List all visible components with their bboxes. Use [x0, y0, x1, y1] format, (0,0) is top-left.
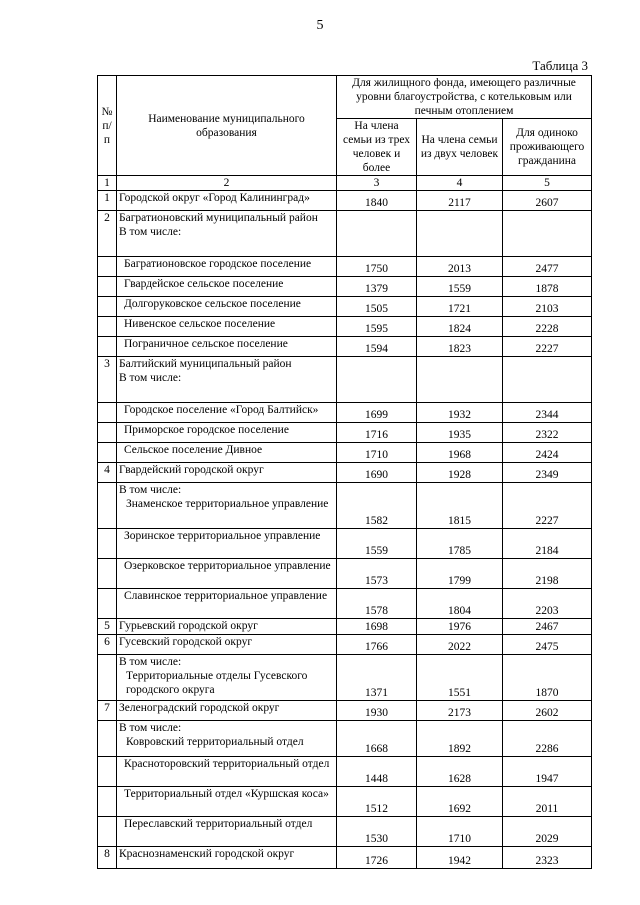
row-number-cell: [98, 297, 117, 317]
column-number-cell: 2: [117, 176, 337, 191]
municipality-cell: [117, 847, 337, 869]
municipality-cell: [117, 529, 337, 559]
value-three-plus: 1573: [337, 559, 417, 589]
value-two: 1942: [417, 847, 503, 869]
table-row: [98, 357, 592, 403]
value-two: [417, 357, 503, 403]
value-two: 2022: [417, 635, 503, 655]
value-two: 1823: [417, 337, 503, 357]
municipality-name: Гвардейский городской округ: [119, 464, 264, 476]
header-number: № п/п: [98, 76, 117, 176]
table-row: [98, 559, 592, 589]
value-two: 1935: [417, 423, 503, 443]
table-row: [98, 297, 592, 317]
row-number-cell: 4: [98, 463, 117, 483]
table-row: [98, 191, 592, 211]
value-two: 1710: [417, 817, 503, 847]
value-two: 1968: [417, 443, 503, 463]
value-three-plus: 1582: [337, 483, 417, 529]
value-three-plus: 1594: [337, 337, 417, 357]
municipality-cell: [117, 787, 337, 817]
value-single: 1947: [503, 757, 592, 787]
value-two: 1892: [417, 721, 503, 757]
municipality-name: Балтийский муниципальный район: [119, 358, 292, 370]
value-two: [417, 211, 503, 257]
row-number-cell: [98, 277, 117, 297]
municipality-name: Багратионовский муниципальный район: [119, 212, 318, 224]
header-two: На члена семьи из двух человек: [417, 119, 503, 176]
municipality-name: Приморское городское поселение: [124, 424, 289, 436]
municipality-cell: [117, 589, 337, 619]
row-number-cell: [98, 403, 117, 423]
municipality-cell: [117, 297, 337, 317]
value-two: 1559: [417, 277, 503, 297]
table-row: [98, 257, 592, 277]
municipality-name: Краснознаменский городской округ: [119, 848, 295, 860]
value-two: 1804: [417, 589, 503, 619]
row-number-cell: [98, 257, 117, 277]
row-number-cell: [98, 483, 117, 529]
column-number-cell: 3: [337, 176, 417, 191]
value-single: 2467: [503, 619, 592, 635]
table-row: [98, 701, 592, 721]
value-three-plus: 1578: [337, 589, 417, 619]
municipality-cell: [117, 191, 337, 211]
value-two: 1815: [417, 483, 503, 529]
value-two: 1692: [417, 787, 503, 817]
header-single: Для одиноко проживающего гражданина: [503, 119, 592, 176]
value-three-plus: 1750: [337, 257, 417, 277]
value-single: 2424: [503, 443, 592, 463]
value-single: 2011: [503, 787, 592, 817]
municipality-cell: [117, 559, 337, 589]
municipality-cell: [117, 817, 337, 847]
row-number-cell: [98, 337, 117, 357]
municipality-cell: [117, 483, 337, 529]
row-number-cell: 2: [98, 211, 117, 257]
value-three-plus: 1530: [337, 817, 417, 847]
municipality-cell: [117, 277, 337, 297]
municipality-name: Озерковское территориальное управление: [124, 560, 331, 572]
table-row: [98, 817, 592, 847]
value-single: 2184: [503, 529, 592, 559]
value-three-plus: 1726: [337, 847, 417, 869]
column-number-cell: 5: [503, 176, 592, 191]
table-row: [98, 847, 592, 869]
municipality-name: Зеленоградский городской округ: [119, 702, 280, 714]
value-single: 2323: [503, 847, 592, 869]
value-three-plus: 1930: [337, 701, 417, 721]
municipality-cell: [117, 211, 337, 257]
value-two: 1551: [417, 655, 503, 701]
value-three-plus: 1668: [337, 721, 417, 757]
header-three-plus: На члена семьи из трех человек и более: [337, 119, 417, 176]
value-single: 2349: [503, 463, 592, 483]
row-number-cell: 1: [98, 191, 117, 211]
value-single: 1870: [503, 655, 592, 701]
subitems-label: В том числе:: [119, 722, 182, 734]
table-row: [98, 463, 592, 483]
municipality-cell: [117, 443, 337, 463]
value-three-plus: 1840: [337, 191, 417, 211]
table-row: [98, 619, 592, 635]
value-single: 2475: [503, 635, 592, 655]
row-number-cell: [98, 817, 117, 847]
municipality-name: Ковровский территориальный отдел: [126, 736, 304, 748]
column-number-cell: 4: [417, 176, 503, 191]
table-row: [98, 337, 592, 357]
municipality-cell: [117, 317, 337, 337]
value-two: 2013: [417, 257, 503, 277]
allowance-table: [97, 75, 592, 869]
municipality-name: Славинское территориальное управление: [124, 590, 328, 602]
row-number-cell: [98, 529, 117, 559]
row-number-cell: [98, 655, 117, 701]
subitems-label: В том числе:: [119, 484, 182, 496]
subitems-label: В том числе:: [119, 372, 182, 384]
municipality-name: Гвардейское сельское поселение: [124, 278, 284, 290]
municipality-cell: [117, 757, 337, 787]
page-number: 5: [316, 18, 324, 33]
municipality-name: Территориальные отделы Гусевского городского округа: [126, 670, 308, 696]
table-row: [98, 403, 592, 423]
header-municipality: Наименование муниципального образования: [117, 76, 337, 176]
value-two: 2173: [417, 701, 503, 721]
value-single: 2228: [503, 317, 592, 337]
row-number-cell: [98, 721, 117, 757]
value-two: 1976: [417, 619, 503, 635]
value-two: 1628: [417, 757, 503, 787]
value-two: 1721: [417, 297, 503, 317]
value-two: 2117: [417, 191, 503, 211]
value-single: 2286: [503, 721, 592, 757]
municipality-cell: [117, 463, 337, 483]
row-number-cell: [98, 787, 117, 817]
municipality-name: Городское поселение «Город Балтийск»: [124, 404, 319, 416]
value-single: 2227: [503, 337, 592, 357]
municipality-cell: [117, 357, 337, 403]
value-three-plus: [337, 211, 417, 257]
value-two: 1799: [417, 559, 503, 589]
municipality-name: Городской округ «Город Калининград»: [119, 192, 310, 204]
value-single: [503, 357, 592, 403]
value-two: 1785: [417, 529, 503, 559]
municipality-name: Нивенское сельское поселение: [124, 318, 276, 330]
value-three-plus: [337, 357, 417, 403]
table-row: [98, 211, 592, 257]
value-single: 2103: [503, 297, 592, 317]
row-number-cell: 6: [98, 635, 117, 655]
value-single: [503, 211, 592, 257]
value-single: 1878: [503, 277, 592, 297]
municipality-cell: [117, 403, 337, 423]
column-number-cell: 1: [98, 176, 117, 191]
value-three-plus: 1371: [337, 655, 417, 701]
row-number-cell: [98, 589, 117, 619]
table-row: [98, 423, 592, 443]
row-number-cell: 7: [98, 701, 117, 721]
table-row: [98, 655, 592, 701]
municipality-cell: [117, 655, 337, 701]
value-three-plus: 1766: [337, 635, 417, 655]
table-row: [98, 787, 592, 817]
value-three-plus: 1699: [337, 403, 417, 423]
value-three-plus: 1512: [337, 787, 417, 817]
municipality-name: Багратионовское городское поселение: [124, 258, 312, 270]
row-number-cell: 8: [98, 847, 117, 869]
municipality-cell: [117, 701, 337, 721]
row-number-cell: [98, 423, 117, 443]
row-number-cell: [98, 757, 117, 787]
municipality-name: Зоринское территориальное управление: [124, 530, 321, 542]
value-single: 2477: [503, 257, 592, 277]
value-single: 2029: [503, 817, 592, 847]
table-row: [98, 589, 592, 619]
municipality-name: Территориальный отдел «Куршская коса»: [124, 788, 329, 800]
table-row: [98, 317, 592, 337]
municipality-name: Красноторовский территориальный отдел: [124, 758, 330, 770]
value-three-plus: 1379: [337, 277, 417, 297]
table-row: [98, 277, 592, 297]
municipality-cell: [117, 257, 337, 277]
municipality-name: Переславский территориальный отдел: [124, 818, 313, 830]
value-three-plus: 1505: [337, 297, 417, 317]
row-number-cell: 5: [98, 619, 117, 635]
municipality-name: Долгоруковское сельское поселение: [124, 298, 301, 310]
value-single: 2607: [503, 191, 592, 211]
value-single: 2322: [503, 423, 592, 443]
table-row: [98, 529, 592, 559]
subitems-label: В том числе:: [119, 656, 182, 668]
municipality-cell: [117, 423, 337, 443]
value-single: 2227: [503, 483, 592, 529]
row-number-cell: 3: [98, 357, 117, 403]
value-two: 1824: [417, 317, 503, 337]
value-three-plus: 1690: [337, 463, 417, 483]
value-three-plus: 1595: [337, 317, 417, 337]
column-numbers-row: [98, 176, 592, 191]
value-three-plus: 1698: [337, 619, 417, 635]
municipality-cell: [117, 721, 337, 757]
table-row: [98, 757, 592, 787]
value-three-plus: 1448: [337, 757, 417, 787]
table-label: Таблица 3: [532, 58, 588, 73]
municipality-name: Знаменское территориальное управление: [126, 498, 329, 510]
municipality-name: Гусевский городской округ: [119, 636, 253, 648]
municipality-name: Сельское поселение Дивное: [124, 444, 263, 456]
table-row: [98, 443, 592, 463]
value-three-plus: 1559: [337, 529, 417, 559]
subitems-label: В том числе:: [119, 226, 182, 238]
municipality-cell: [117, 635, 337, 655]
municipality-cell: [117, 619, 337, 635]
header-group: Для жилищного фонда, имеющего различные уровни благоустройства, с котельковым или печным отоплением: [337, 76, 592, 119]
value-two: 1932: [417, 403, 503, 423]
row-number-cell: [98, 559, 117, 589]
table-row: [98, 721, 592, 757]
municipality-name: Пограничное сельское поселение: [124, 338, 288, 350]
value-single: 2602: [503, 701, 592, 721]
table-row: [98, 635, 592, 655]
value-single: 2344: [503, 403, 592, 423]
municipality-cell: [117, 337, 337, 357]
row-number-cell: [98, 317, 117, 337]
value-three-plus: 1710: [337, 443, 417, 463]
value-three-plus: 1716: [337, 423, 417, 443]
municipality-name: Гурьевский городской округ: [119, 620, 258, 632]
value-two: 1928: [417, 463, 503, 483]
value-single: 2198: [503, 559, 592, 589]
value-single: 2203: [503, 589, 592, 619]
row-number-cell: [98, 443, 117, 463]
table-row: [98, 483, 592, 529]
